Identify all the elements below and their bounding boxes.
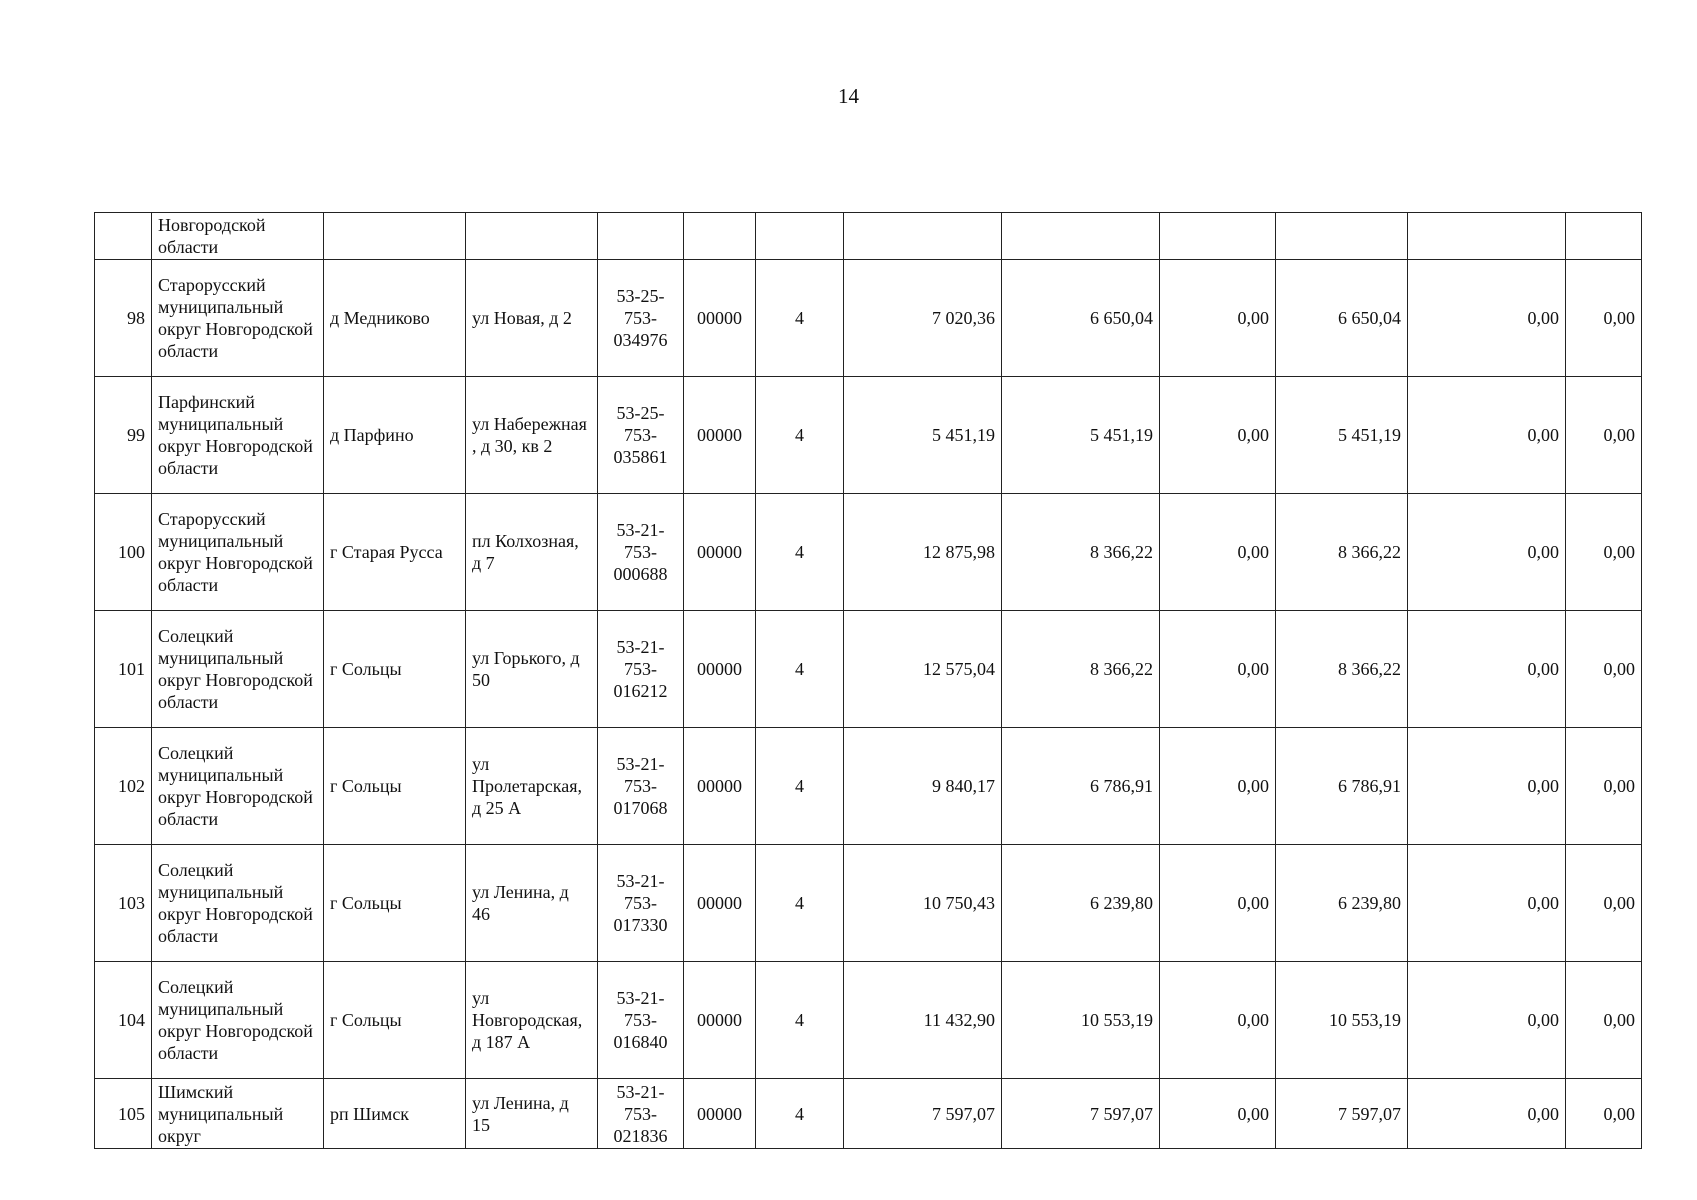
table-row [95,1079,1642,1149]
cell-locality: г Сольцы [324,845,466,962]
cell-municipality: Солецкий муниципальный округ Новгородской области [152,962,324,1079]
cell-municipality: Солецкий муниципальный округ Новгородской области [152,728,324,845]
cell-address: ул Новгородская, д 187 А [466,962,598,1079]
cell-v5: 0,00 [1408,377,1566,494]
cell-v2 [1002,213,1160,260]
cell-v6: 0,00 [1566,962,1642,1079]
cell-v2: 10 553,19 [1002,962,1160,1079]
cell-v6: 0,00 [1566,611,1642,728]
cell-municipality: Новгородской области [152,213,324,260]
cell-v6: 0,00 [1566,1079,1642,1149]
cell-v3: 0,00 [1160,962,1276,1079]
cell-v1: 12 575,04 [844,611,1002,728]
cell-v3: 0,00 [1160,1079,1276,1149]
cell-municipality: Шимский муниципальный округ [152,1079,324,1149]
cell-address: ул Ленина, д 46 [466,845,598,962]
cell-v5: 0,00 [1408,494,1566,611]
cell-category: 4 [756,728,844,845]
cell-category: 4 [756,962,844,1079]
table-row [95,611,1642,728]
cell-v5: 0,00 [1408,611,1566,728]
cell-v2: 8 366,22 [1002,611,1160,728]
cell-v5: 0,00 [1408,1079,1566,1149]
cell-v6: 0,00 [1566,728,1642,845]
cell-zeros: 00000 [684,845,756,962]
cell-code: 53-21-753-016212 [598,611,684,728]
cell-v1: 10 750,43 [844,845,1002,962]
cell-locality: д Медниково [324,260,466,377]
cell-municipality: Старорусский муниципальный округ Новгородской области [152,260,324,377]
cell-v4: 7 597,07 [1276,1079,1408,1149]
cell-zeros: 00000 [684,962,756,1079]
cell-locality: д Парфино [324,377,466,494]
cell-num: 101 [95,611,152,728]
cell-v4: 10 553,19 [1276,962,1408,1079]
cell-v3: 0,00 [1160,611,1276,728]
cell-num: 105 [95,1079,152,1149]
cell-v3: 0,00 [1160,845,1276,962]
cell-address: ул Набережная , д 30, кв 2 [466,377,598,494]
cell-category: 4 [756,611,844,728]
cell-category: 4 [756,845,844,962]
cell-v3: 0,00 [1160,494,1276,611]
cell-v5 [1408,213,1566,260]
table-row [95,494,1642,611]
cell-num: 103 [95,845,152,962]
table-row [95,377,1642,494]
cell-v5: 0,00 [1408,260,1566,377]
cell-v1: 11 432,90 [844,962,1002,1079]
cell-municipality: Солецкий муниципальный округ Новгородской области [152,611,324,728]
cell-v3: 0,00 [1160,260,1276,377]
cell-code: 53-21-753-017330 [598,845,684,962]
cell-code: 53-25-753-034976 [598,260,684,377]
cell-num: 99 [95,377,152,494]
cell-category: 4 [756,494,844,611]
cell-num [95,213,152,260]
cell-v4: 6 239,80 [1276,845,1408,962]
cell-address: пл Колхозная, д 7 [466,494,598,611]
cell-code: 53-21-753-017068 [598,728,684,845]
cell-v1: 7 597,07 [844,1079,1002,1149]
cell-v2: 6 239,80 [1002,845,1160,962]
cell-municipality: Парфинский муниципальный округ Новгородской области [152,377,324,494]
cell-municipality: Старорусский муниципальный округ Новгородской области [152,494,324,611]
cell-code: 53-25-753-035861 [598,377,684,494]
cell-v6: 0,00 [1566,377,1642,494]
cell-locality: г Старая Русса [324,494,466,611]
registry-table [94,212,1642,1149]
cell-zeros: 00000 [684,728,756,845]
table-row-continued [95,213,1642,260]
cell-locality: г Сольцы [324,962,466,1079]
cell-category: 4 [756,1079,844,1149]
cell-locality [324,213,466,260]
cell-address: ул Ленина, д 15 [466,1079,598,1149]
cell-v5: 0,00 [1408,962,1566,1079]
cell-v1: 9 840,17 [844,728,1002,845]
cell-address [466,213,598,260]
cell-category [756,213,844,260]
cell-locality: рп Шимск [324,1079,466,1149]
cell-v6: 0,00 [1566,494,1642,611]
cell-v2: 8 366,22 [1002,494,1160,611]
cell-address: ул Горького, д 50 [466,611,598,728]
cell-zeros [684,213,756,260]
cell-code: 53-21-753-021836 [598,1079,684,1149]
cell-locality: г Сольцы [324,611,466,728]
cell-address: ул Новая, д 2 [466,260,598,377]
cell-address: ул Пролетарская, д 25 А [466,728,598,845]
cell-v2: 6 650,04 [1002,260,1160,377]
cell-code: 53-21-753-016840 [598,962,684,1079]
cell-v1: 5 451,19 [844,377,1002,494]
cell-v4: 5 451,19 [1276,377,1408,494]
page-number: 14 [838,84,859,108]
table-row [95,845,1642,962]
cell-zeros: 00000 [684,611,756,728]
cell-v5: 0,00 [1408,728,1566,845]
cell-zeros: 00000 [684,260,756,377]
cell-zeros: 00000 [684,377,756,494]
cell-v4: 8 366,22 [1276,494,1408,611]
cell-municipality: Солецкий муниципальный округ Новгородской области [152,845,324,962]
cell-zeros: 00000 [684,1079,756,1149]
cell-v2: 6 786,91 [1002,728,1160,845]
cell-num: 104 [95,962,152,1079]
cell-v2: 7 597,07 [1002,1079,1160,1149]
cell-v1: 12 875,98 [844,494,1002,611]
cell-category: 4 [756,377,844,494]
cell-v6 [1566,213,1642,260]
cell-v3 [1160,213,1276,260]
table-row [95,260,1642,377]
cell-v6: 0,00 [1566,845,1642,962]
table-row [95,728,1642,845]
cell-num: 102 [95,728,152,845]
cell-num: 98 [95,260,152,377]
cell-code [598,213,684,260]
cell-v4 [1276,213,1408,260]
cell-v4: 6 650,04 [1276,260,1408,377]
cell-v4: 6 786,91 [1276,728,1408,845]
table-row [95,962,1642,1079]
cell-code: 53-21-753-000688 [598,494,684,611]
cell-v6: 0,00 [1566,260,1642,377]
cell-v2: 5 451,19 [1002,377,1160,494]
cell-locality: г Сольцы [324,728,466,845]
cell-v1: 7 020,36 [844,260,1002,377]
cell-category: 4 [756,260,844,377]
cell-v4: 8 366,22 [1276,611,1408,728]
cell-v1 [844,213,1002,260]
cell-v5: 0,00 [1408,845,1566,962]
cell-num: 100 [95,494,152,611]
cell-v3: 0,00 [1160,728,1276,845]
cell-v3: 0,00 [1160,377,1276,494]
cell-zeros: 00000 [684,494,756,611]
